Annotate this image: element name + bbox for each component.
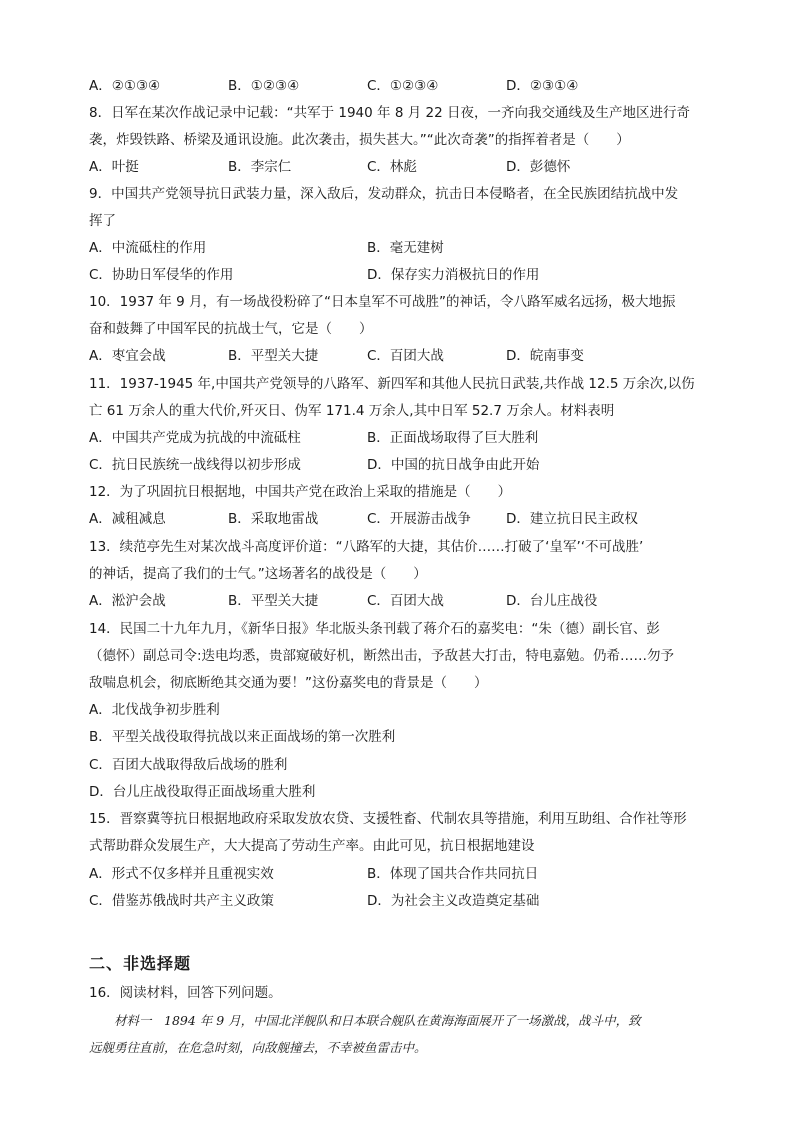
question-8-stem-line-2: 袭，炸毁铁路、桥梁及通讯设施。此次袭击，损失甚大。”“此次奇袭”的指挥着者是（ ） <box>89 132 630 148</box>
option-b[interactable]: B．毫无建树 <box>367 240 444 256</box>
option-d[interactable]: D．中国的抗日战争由此开始 <box>367 457 540 473</box>
question-13-stem-line-2: 的神话，提高了我们的士气。”这场著名的战役是（ ） <box>89 566 427 582</box>
question-10-stem-line-2: 奋和鼓舞了中国军民的抗战士气，它是（ ） <box>89 321 373 337</box>
material-1-line-1: 材料一 1894 年 9 月，中国北洋舰队和日本联合舰队在黄海海面展开了一场激战，战斗中，致 <box>89 1013 641 1028</box>
option-b[interactable]: B．李宗仁 <box>228 159 292 175</box>
option-a[interactable]: A．枣宜会战 <box>89 348 166 364</box>
question-9-stem-line-2: 挥了 <box>89 213 116 229</box>
option-a[interactable]: A．形式不仅多样并且重视实效 <box>89 866 274 882</box>
question-14-option-d[interactable]: D．台儿庄战役取得正面战场重大胜利 <box>89 784 316 800</box>
option-d[interactable]: D．台儿庄战役 <box>506 593 598 609</box>
option-d[interactable]: D．皖南事变 <box>506 348 584 364</box>
option-d[interactable]: D．彭德怀 <box>506 159 571 175</box>
option-c[interactable]: C．抗日民族统一战线得以初步形成 <box>89 457 301 473</box>
option-b[interactable]: B．正面战场取得了巨大胜利 <box>367 430 539 446</box>
option-c[interactable]: C．借鉴苏俄战时共产主义政策 <box>89 893 274 909</box>
option-d[interactable]: D．为社会主义改造奠定基础 <box>367 893 540 909</box>
question-16-stem: 16．阅读材料，回答下列问题。 <box>89 985 282 1001</box>
option-b[interactable]: B．平型关大捷 <box>228 348 319 364</box>
option-a[interactable]: A．中流砥柱的作用 <box>89 240 207 256</box>
option-b[interactable]: B．体现了国共合作共同抗日 <box>367 866 539 882</box>
question-14-option-c[interactable]: C．百团大战取得敌后战场的胜利 <box>89 757 288 773</box>
question-11-stem-line-2: 亡 61 万余人的重大代价,歼灭日、伪军 171.4 万余人,其中日军 52.7 万余人。材料表明 <box>89 403 615 419</box>
option-c[interactable]: C．协助日军侵华的作用 <box>89 267 234 283</box>
option-b[interactable]: B．采取地雷战 <box>228 511 319 527</box>
option-b[interactable]: B．①②③④ <box>228 78 300 94</box>
option-d[interactable]: D．建立抗日民主政权 <box>506 511 638 527</box>
option-a[interactable]: A．中国共产党成为抗战的中流砥柱 <box>89 430 301 446</box>
option-c[interactable]: C．百团大战 <box>367 593 444 609</box>
option-a[interactable]: A．淞沪会战 <box>89 593 166 609</box>
section-heading: 二、非选择题 <box>89 954 192 973</box>
question-13-stem-line-1: 13．续范亭先生对某次战斗高度评价道：“八路军的大捷，其估价……打破了‘皇军’‘不可战胜’ <box>89 539 644 555</box>
question-14-stem-line-3: 敌喘息机会，彻底断绝其交通为要！”这份嘉奖电的背景是（ ） <box>89 675 488 691</box>
question-15-stem-line-2: 式帮助群众发展生产，大大提高了劳动生产率。由此可见，抗日根据地建设 <box>89 838 535 854</box>
question-15-stem-line-1: 15．晋察冀等抗日根据地政府采取发放农贷、支援牲畜、代制农具等措施，利用互助组、合作社等形 <box>89 811 687 827</box>
option-d[interactable]: D．②③①④ <box>506 78 579 94</box>
option-d[interactable]: D．保存实力消极抗日的作用 <box>367 267 540 283</box>
option-c[interactable]: C．林彪 <box>367 159 417 175</box>
question-14-option-b[interactable]: B．平型关战役取得抗战以来正面战场的第一次胜利 <box>89 729 396 745</box>
question-9-stem-line-1: 9．中国共产党领导抗日武装力量，深入敌后，发动群众，抗击日本侵略者，在全民族团结抗战中发 <box>89 186 679 202</box>
option-a[interactable]: A．叶挺 <box>89 159 139 175</box>
option-c[interactable]: C．百团大战 <box>367 348 444 364</box>
question-14-stem-line-1: 14．民国二十九年九月，《新华日报》华北版头条刊载了蒋介石的嘉奖电：“朱（德）副长官、彭 <box>89 621 660 637</box>
question-8-stem-line-1: 8．日军在某次作战记录中记载：“共军于 1940 年 8 月 22 日夜，一齐向我交通线及生产地区进行奇 <box>89 105 690 121</box>
option-a[interactable]: A．减租减息 <box>89 511 166 527</box>
option-c[interactable]: C．开展游击战争 <box>367 511 471 527</box>
option-b[interactable]: B．平型关大捷 <box>228 593 319 609</box>
option-a[interactable]: A．②①③④ <box>89 78 161 94</box>
question-11-stem-line-1: 11．1937-1945 年,中国共产党领导的八路军、新四军和其他人民抗日武装,共作战 12.5 万余次,以伤 <box>89 376 695 392</box>
question-14-option-a[interactable]: A．北伐战争初步胜利 <box>89 702 220 718</box>
question-10-stem-line-1: 10．1937 年 9 月，有一场战役粉碎了“日本皇军不可战胜”的神话，令八路军威名远扬，极大地振 <box>89 294 676 310</box>
option-c[interactable]: C．①②③④ <box>367 78 439 94</box>
question-14-stem-line-2: （德怀）副总司令:迭电均悉，贵部窥破好机，断然出击，予敌甚大打击，特电嘉勉。仍希……勿予 <box>89 648 675 664</box>
question-12-stem-line-1: 12．为了巩固抗日根据地，中国共产党在政治上采取的措施是（ ） <box>89 484 512 500</box>
material-1-line-2: 远舰勇往直前，在危急时刻，向敌舰撞去，不幸被鱼雷击中。 <box>89 1040 427 1055</box>
